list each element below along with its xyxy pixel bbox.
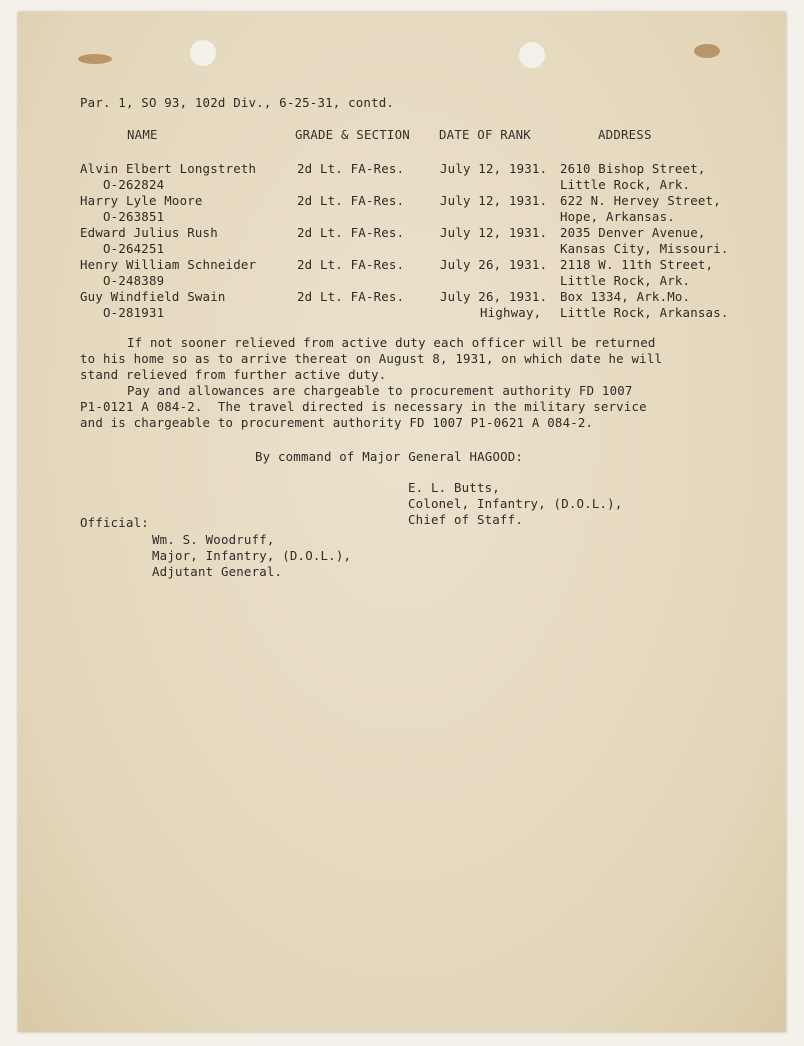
chief-signature-line: Colonel, Infantry, (D.O.L.), <box>408 496 623 511</box>
paragraph-line: and is chargeable to procurement authority FD 1007 P1-0621 A 084-2. <box>80 415 594 430</box>
command-line: By command of Major General HAGOOD: <box>255 449 524 464</box>
officer-date: July 12, 1931. <box>440 161 548 176</box>
officer-address-line2: Hope, Arkansas. <box>560 209 675 224</box>
officer-date-note: Highway, <box>480 305 542 320</box>
punch-hole-right <box>519 42 545 68</box>
officer-name: Harry Lyle Moore <box>80 193 203 208</box>
officer-name: Guy Windfield Swain <box>80 289 226 304</box>
officer-address-line2: Little Rock, Arkansas. <box>560 305 729 320</box>
officer-grade: 2d Lt. FA-Res. <box>297 289 405 304</box>
column-header-name: NAME <box>127 127 158 142</box>
adjutant-signature-line: Major, Infantry, (D.O.L.), <box>152 548 352 563</box>
officer-name: Edward Julius Rush <box>80 225 218 240</box>
chief-signature-line: E. L. Butts, <box>408 480 500 495</box>
officer-name: Alvin Elbert Longstreth <box>80 161 257 176</box>
officer-address-line1: 2610 Bishop Street, <box>560 161 706 176</box>
officer-grade: 2d Lt. FA-Res. <box>297 193 405 208</box>
officer-grade: 2d Lt. FA-Res. <box>297 161 405 176</box>
officer-date: July 26, 1931. <box>440 257 548 272</box>
punch-hole-left <box>190 40 216 66</box>
officer-date: July 26, 1931. <box>440 289 548 304</box>
header-line: Par. 1, SO 93, 102d Div., 6-25-31, contd. <box>80 95 395 110</box>
adjutant-signature-line: Wm. S. Woodruff, <box>152 532 275 547</box>
officer-date: July 12, 1931. <box>440 193 548 208</box>
paragraph-line: Pay and allowances are chargeable to procurement authority FD 1007 <box>127 383 633 398</box>
officer-grade: 2d Lt. FA-Res. <box>297 225 405 240</box>
officer-serial: O-281931 <box>103 305 165 320</box>
column-header-address: ADDRESS <box>598 127 652 142</box>
officer-grade: 2d Lt. FA-Res. <box>297 257 405 272</box>
officer-address-line2: Little Rock, Ark. <box>560 177 691 192</box>
chief-signature-line: Chief of Staff. <box>408 512 523 527</box>
official-label: Official: <box>80 515 149 530</box>
officer-serial: O-248389 <box>103 273 165 288</box>
officer-address-line1: 2035 Denver Avenue, <box>560 225 706 240</box>
paragraph-line: If not sooner relieved from active duty each officer will be returned <box>127 335 656 350</box>
officer-name: Henry William Schneider <box>80 257 257 272</box>
officer-serial: O-262824 <box>103 177 165 192</box>
paragraph-line: P1-0121 A 084-2. The travel directed is necessary in the military service <box>80 399 647 414</box>
officer-serial: O-264251 <box>103 241 165 256</box>
officer-serial: O-263851 <box>103 209 165 224</box>
officer-address-line2: Kansas City, Missouri. <box>560 241 729 256</box>
paragraph-line: stand relieved from further active duty. <box>80 367 387 382</box>
officer-address-line1: Box 1334, Ark.Mo. <box>560 289 691 304</box>
column-header-date: DATE OF RANK <box>439 127 531 142</box>
rust-stain-left <box>78 54 112 64</box>
officer-address-line2: Little Rock, Ark. <box>560 273 691 288</box>
column-header-grade: GRADE & SECTION <box>295 127 410 142</box>
rust-stain-right <box>694 44 720 58</box>
paragraph-line: to his home so as to arrive thereat on August 8, 1931, on which date he will <box>80 351 663 366</box>
officer-address-line1: 2118 W. 11th Street, <box>560 257 714 272</box>
officer-date: July 12, 1931. <box>440 225 548 240</box>
adjutant-signature-line: Adjutant General. <box>152 564 283 579</box>
officer-address-line1: 622 N. Hervey Street, <box>560 193 721 208</box>
